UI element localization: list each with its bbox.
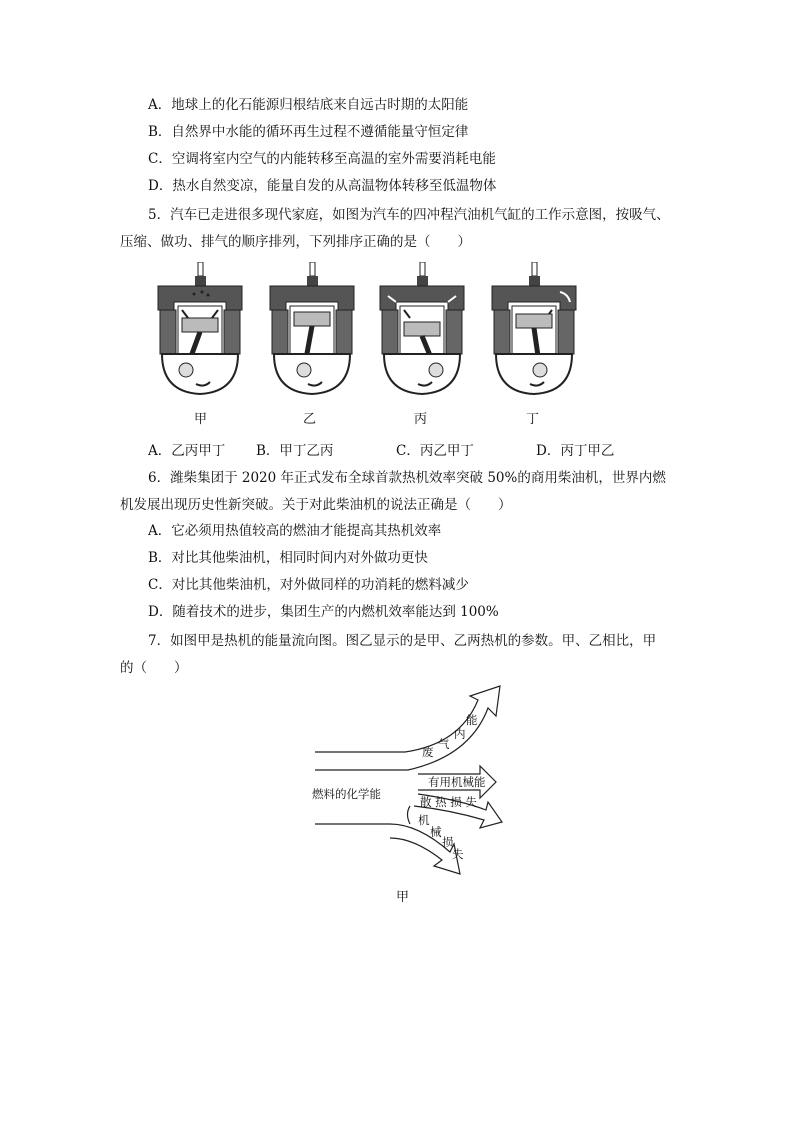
q4-option-a: A．地球上的化石能源归根结底来自远古时期的太阳能 [148, 97, 469, 113]
q5-option-b: B．甲丁乙丙 [256, 443, 334, 459]
q6-option-d: D．随着技术的进步，集团生产的内燃机效率能达到 100% [148, 604, 499, 620]
engine-diagram-ding [490, 262, 578, 396]
input-label: 燃料的化学能 [312, 787, 381, 801]
waste-label-4: 能 [466, 713, 478, 727]
engine-caption-yi: 乙 [303, 412, 317, 427]
energy-flow-diagram [310, 682, 520, 882]
q6-stem-line1: 6．潍柴集团于 2020 年正式发布全球首款热机效率突破 50%的商用柴油机，世界内燃 [148, 470, 666, 486]
q4-option-d: D．热水自然变凉，能量自发的从高温物体转移至低温物体 [148, 178, 497, 194]
q6-stem-line2: 机发展出现历史性新突破。关于对此柴油机的说法正确是（ ） [120, 497, 512, 513]
useful-label: 有用机械能 [428, 775, 486, 789]
mech-loss-label-3: 损 [442, 835, 454, 849]
q5-option-c: C．丙乙甲丁 [396, 443, 474, 459]
mech-loss-label-2: 械 [430, 825, 442, 839]
q4-option-b: B．自然界中水能的循环再生过程不遵循能量守恒定律 [148, 124, 469, 140]
waste-label-3: 内 [454, 727, 466, 741]
engine-diagram-jia [156, 262, 244, 396]
waste-label-1: 废 [422, 745, 434, 759]
engine-caption-jia: 甲 [194, 412, 208, 427]
engine-diagram-yi [268, 262, 356, 396]
engine-diagram-bing [378, 262, 466, 396]
figure-caption-jia: 甲 [396, 890, 410, 905]
q7-stem-line1: 7．如图甲是热机的能量流向图。图乙显示的是甲、乙两热机的参数。甲、乙相比，甲 [148, 633, 657, 649]
q5-stem-line1: 5．汽车已走进很多现代家庭，如图为汽车的四冲程汽油机气缸的工作示意图，按吸气、 [148, 207, 670, 223]
engine-caption-bing: 丙 [414, 412, 428, 427]
mech-loss-label-4: 失 [452, 847, 464, 861]
q5-option-a: A．乙丙甲丁 [148, 443, 226, 459]
q4-option-c: C．空调将室内空气的内能转移至高温的室外需要消耗电能 [148, 151, 496, 167]
q5-stem-line2: 压缩、做功、排气的顺序排列，下列排序正确的是（ ） [120, 234, 471, 250]
waste-label-2: 气 [438, 737, 450, 751]
q5-option-d: D．丙丁甲乙 [536, 443, 615, 459]
q7-stem-line2: 的（ ） [120, 660, 188, 676]
engine-caption-ding: 丁 [526, 412, 540, 427]
waste-gas-arrow [315, 686, 500, 770]
q6-option-a: A．它必须用热值较高的燃油才能提高其热机效率 [148, 523, 442, 539]
heat-loss-label: 散 热 损 失 [420, 795, 477, 809]
mech-loss-label-1: 机 [418, 813, 430, 827]
q6-option-b: B．对比其他柴油机，相同时间内对外做功更快 [148, 550, 428, 566]
q6-option-c: C．对比其他柴油机，对外做同样的功消耗的燃料减少 [148, 577, 469, 593]
